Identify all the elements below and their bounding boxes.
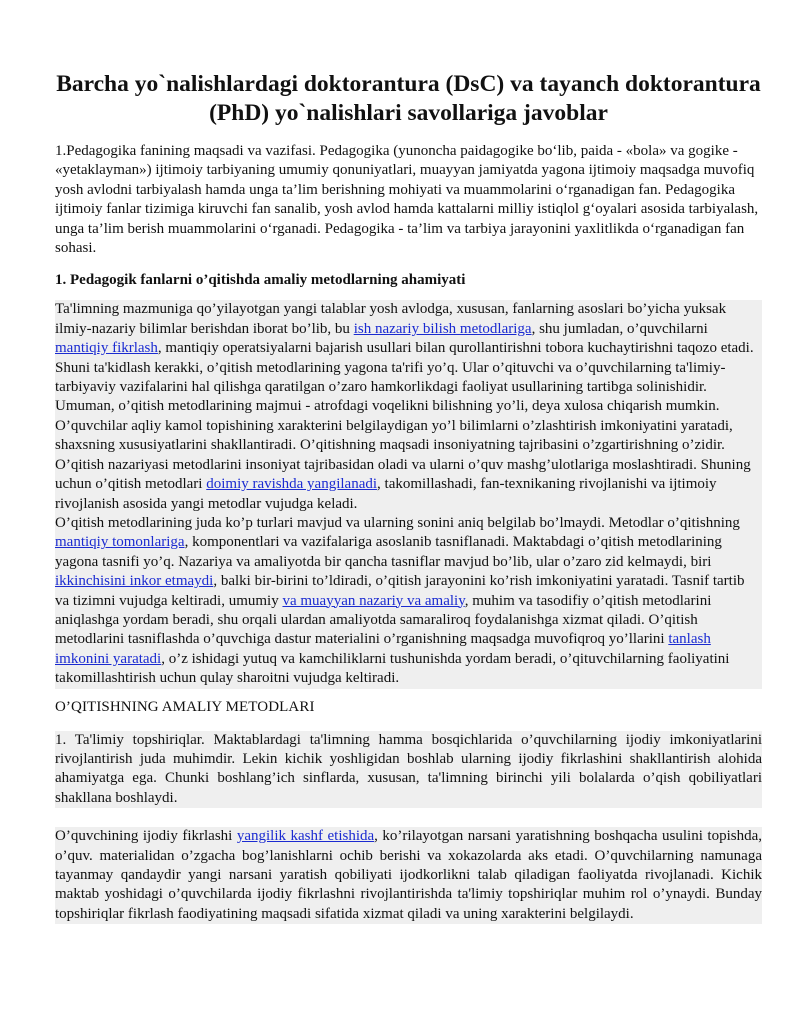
title-line-2: (PhD) yo`nalishlari savollariga javoblar — [209, 100, 608, 126]
paragraph-1-text-b: , shu jumladan, o’quvchilarni — [531, 320, 708, 337]
practical-methods-heading: O’QITISHNING AMALIY METODLARI — [55, 698, 315, 715]
title-line-1: Barcha yo`nalishlardagi doktorantura (DsC) va tayanch doktorantura — [56, 71, 761, 97]
paragraph-3-text-a: O’qitish metodlarining juda ko’p turlari mavjud va ularning sonini aniq belgilab bo’lmaydi. Metodlar o’qitishning — [55, 514, 740, 531]
paragraph-1-text-a: Ta'limning mazmuniga qo’yilayotgan yangi talablar yosh avlodga, xususan, fanlarning asoslari bo’yicha yuksak ilmiy-nazariy bilimlar berishdan iborat bo’lib, bu — [55, 301, 727, 337]
link-ikkinchisini-inkor-etmaydi[interactable]: ikkinchisini inkor etmaydi — [55, 573, 214, 590]
link-mantiqiy-fikrlash[interactable]: mantiqiy fikrlash — [55, 340, 158, 357]
paragraph-2-text-a: O’quvchilar aqliy kamol topishining xarakterini belgilaydigan yo’l bilimlarni o’zlashtirish imkoniyatini yaratadi, shaxsning xususiyatlarini shakllantiradi. O’qitishning maqsadi insoniyatning tajribasini o’zgartirishning o’zidir. O’qitish nazariyasi metodlarini insoniyat tajribasidan oladi va ularni o’quv mashg’ulotlariga moslashtiradi. Shuning uchun o’qitish metodlari — [55, 417, 751, 493]
document-title — [55, 70, 762, 128]
intro-paragraph: 1.Pedagogika fanining maqsadi va vazifasi. Pedagogika (yunoncha paidagogike bo‘lib, paida - «bola» va gogike - «yetaklayman») ijtimoiy tarbiyaning umumiy qonuniyatlari, muayyan jamiyatda yagona ijtimoiy maqsadga muvofiq yosh avlodni tarbiyalash hamda unga ta’lim berishning mohiyati va muammolarini o‘rganadigan fan. Pedagogika ijtimoiy fanlar tizimiga kiruvchi fan sanalib, yosh avlod hamda kattalarni milliy istiqlol g‘oyalari asosida tarbiyalash, unga ta’lim berish muammolarini o‘rganadi. Pedagogika - ta’lim va tarbiya jarayonini yaxlitlikda o‘rganadigan fan sohasi. — [55, 143, 759, 257]
paragraph-3-text-d: , muhim va tasodifiy o’qitish metodlarini aniqlashga yordam beradi, shu orqali ulardan amaliyotda samaraliroq foydalanishga xizmat qiladi. O’qitish metodlarini tasniflashda o’quvchiga dastur materialini o’rganishning maqsadga muvofiqroq yo’llarini — [55, 592, 712, 648]
paragraph-3-text-b: , komponentlari va vazifalariga asoslanib tasniflanadi. Maktabdagi o’qitish metodlarining yagona tasnifi yo’q. Nazariya va amaliyotda bir qancha tasniflar mavjud bo’lib, ular o’zaro zid kelmaydi, biri — [55, 534, 722, 570]
paragraph-3-text-e: , o’z ishidagi yutuq va kamchiliklarni tushunishda yordam beradi, o’qituvchilarning faoliyatini takomillashtirish uchun qulay sharoitni vujudga keltiradi. — [55, 650, 730, 687]
link-va-muayyan-nazariy-va-amaliy[interactable]: va muayyan nazariy va amaliy — [282, 592, 465, 609]
link-tanlash-imkonini-yaratadi[interactable]: tanlash imkonini yaratadi — [55, 631, 711, 667]
link-mantiqiy-tomonlariga[interactable]: mantiqiy tomonlariga — [55, 534, 185, 551]
shaded-text-block — [55, 300, 762, 688]
paragraph-gap — [55, 808, 762, 827]
paragraph-3-text-c: , balki bir-birini to’ldiradi, o’qitish jarayonini ko’rish imkoniyatini yaratadi. Tasnif tartib va tizimni vujudga keltiradi, umumiy — [55, 573, 745, 609]
paragraph-5-text-b: , ko’rilayotgan narsani yaratishning boshqacha usulini topishda, o’quv. materialidan o’zgacha bog’lanishlarni ochib berishi va xokazolarda aks etadi. O’quvchilarning namunaga tayanmay qandaydir yangi narsani yaratish qobiliyati ijodkorlikni talab qiladigan faoliyatda rivojlanadi. Kichik maktab yoshidagi o’quvchilarda ijodiy fikrlashni rivojlantirishda ta'limiy topshiriqlar muhim rol o’ynaydi. Bunday topshiriqlar fikrlash faodiyatining maqsadi sifatida xizmat qiladi va uning xarakterini belgilaydi. — [55, 828, 762, 922]
paragraph-5-text-a: O’quvchining ijodiy fikrlashi — [55, 828, 237, 845]
paragraph-3 — [55, 514, 762, 689]
link-ish-nazariy-bilish-metodlariga[interactable]: ish nazariy bilish metodlariga — [353, 320, 532, 337]
paragraph-5 — [55, 827, 762, 924]
section-heading: 1. Pedagogik fanlarni o’qitishda amaliy metodlarning ahamiyati — [55, 272, 466, 289]
paragraph-2 — [55, 417, 762, 514]
paragraph-4: 1. Ta'limiy topshiriqlar. Maktablardagi ta'limning hamma bosqichlarida o’quvchilarning ijodiy imkoniyatlarini rivojlantirish juda muhimdir. Lekin kichik yoshligidan boshlab ularning ijodiy fikrlashini shakllantirish alohida ahamiyatga ega. Chunki boshlang’ich sinflarda, xususan, ta'limning birinchi yili bolalarda o’qish qobiliyatlari shakllana boshlaydi. — [55, 731, 762, 809]
paragraph-2-text-b: , takomillashadi, fan-texnikaning rivojlanishi va ijtimoiy rivojlanish asosida yangi metodlar vujudga keladi. — [55, 476, 717, 512]
link-yangilik-kashf-etishida[interactable]: yangilik kashf etishida — [236, 828, 375, 845]
link-doimiy-ravishda-yangilanadi[interactable]: doimiy ravishda yangilanadi — [206, 476, 378, 493]
paragraph-1-text-c: , mantiqiy operatsiyalarni bajarish usullari bilan qurollantirishni tobora kuchaytirishni taqozo etadi. Shuni ta'kidlash kerakki, o’qitish metodlarining yagona ta'rifi yo’q. Ular o’qituvchi va o’quvchilarning ta'limiy-tarbiyaviy vazifalarini hal qilishga qaratilgan o’zaro hamkorlikdagi faoliyat usullarining tartibga solinishidir. Umuman, o’qitish metodlarining majmui - atrofdagi voqelikni bilishning yo’li, deya xulosa chiqarish mumkin. — [55, 340, 754, 415]
paragraph-1 — [55, 300, 762, 416]
